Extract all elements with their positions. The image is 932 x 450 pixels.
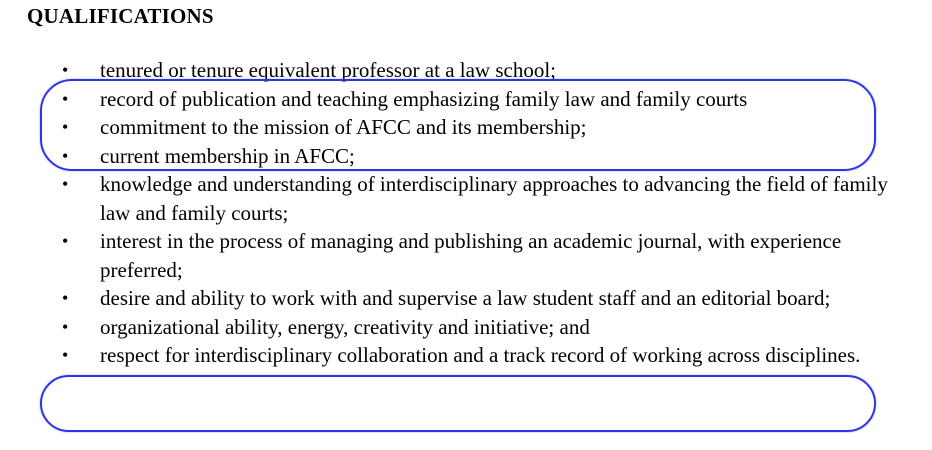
bullet-icon: • (62, 288, 69, 308)
bullet-icon: • (62, 88, 69, 109)
list-item-text: respect for interdisciplinary collaboration and a track record of working across disciplines. (100, 343, 861, 367)
highlight-ring-annotation (40, 79, 876, 171)
bullet-icon: • (62, 145, 69, 166)
bullet-icon: • (62, 231, 69, 251)
bullet-icon: • (62, 316, 69, 337)
list-item-text: record of publication and teaching emphasizing family law and family courts (100, 86, 748, 111)
bullet-icon: • (62, 60, 69, 80)
list-item (0, 170, 890, 227)
bullet-icon: • (62, 117, 69, 137)
list-item-text: commitment to the mission of AFCC and its membership; (100, 115, 587, 139)
list-item-text: current membership in AFCC; (100, 143, 355, 168)
list-item-text: interest in the process of managing and publishing an academic journal, with experience preferred; (100, 229, 842, 282)
list-item (0, 341, 890, 370)
list-item (0, 227, 890, 284)
highlight-ring-annotation (40, 375, 876, 432)
list-item (0, 284, 890, 313)
list-item-text: organizational ability, energy, creativity and initiative; and (100, 314, 590, 339)
list-item-text: tenured or tenure equivalent professor at a law school; (100, 58, 557, 82)
list-item (0, 313, 890, 342)
section-heading: QUALIFICATIONS (27, 4, 214, 28)
bullet-icon: • (62, 345, 69, 365)
bullet-icon: • (62, 174, 69, 194)
list-item-text: desire and ability to work with and supervise a law student staff and an editorial board; (100, 286, 831, 310)
list-item-text: knowledge and understanding of interdisciplinary approaches to advancing the field of family law and family courts; (100, 172, 888, 225)
